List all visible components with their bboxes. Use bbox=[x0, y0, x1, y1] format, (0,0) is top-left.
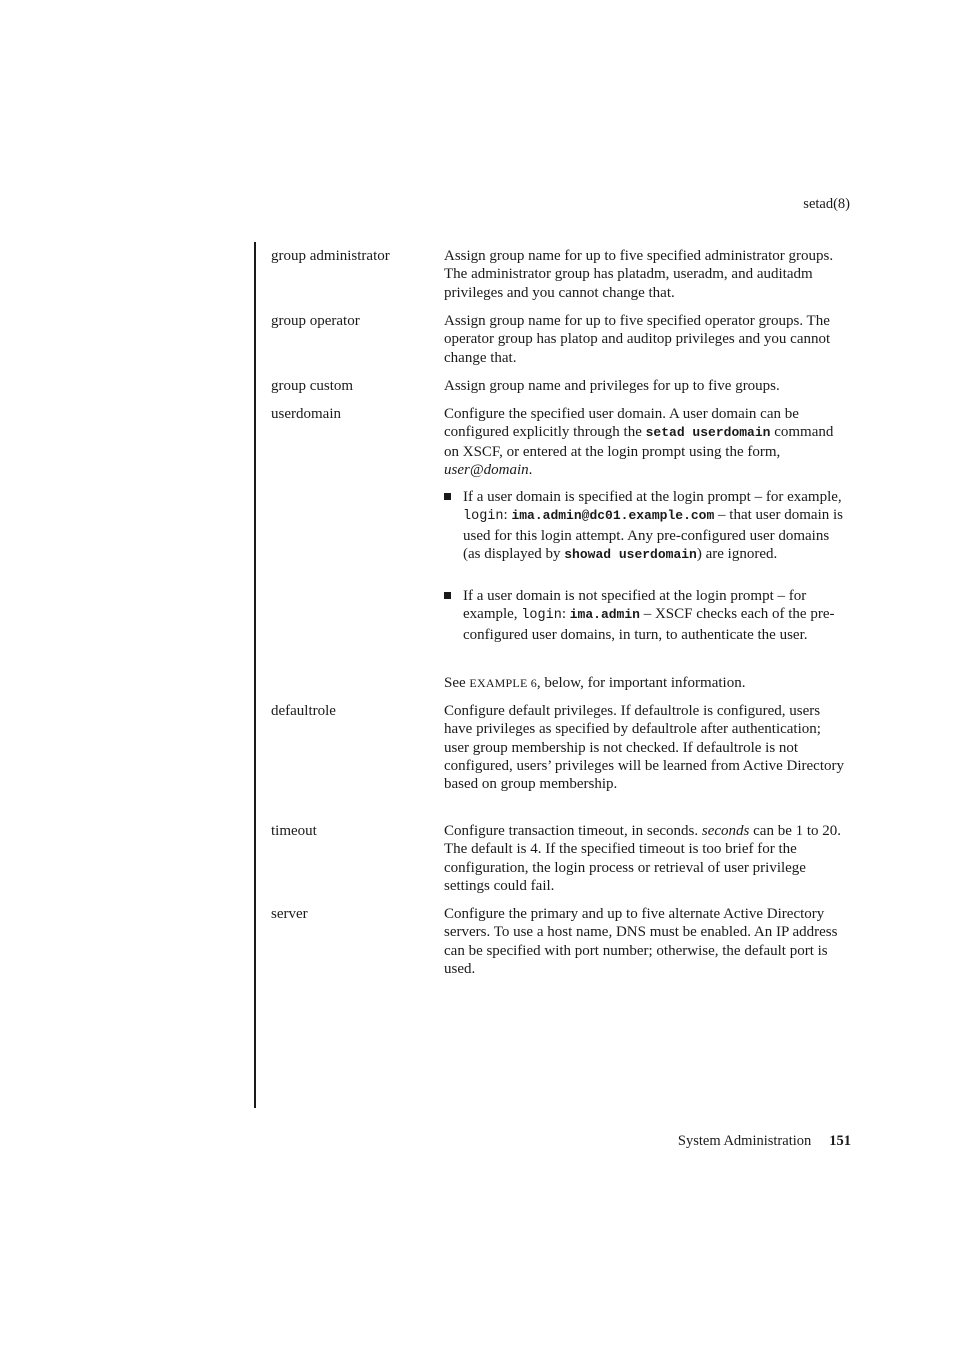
list-item: If a user domain is specified at the login prompt – for example, login: ima.admin@dc01.example.com – that user domain is used for this login attempt. Any pre-configured user domains (as displayed by showad userdomain) are ignored. bbox=[444, 488, 844, 564]
option-term: userdomain bbox=[271, 406, 341, 422]
example-input: ima.admin@dc01.example.com bbox=[511, 508, 715, 524]
option-term: group custom bbox=[271, 378, 354, 394]
option-term: timeout bbox=[271, 823, 317, 839]
option-term: defaultrole bbox=[271, 703, 336, 719]
option-term: group administrator bbox=[271, 248, 390, 264]
page-footer bbox=[678, 1132, 851, 1150]
list-item: If a user domain is not specified at the login prompt – for example, login: ima.admin – XSCF checks each of the pre-configured user domains, in turn, to authenticate the user. bbox=[444, 587, 844, 644]
command-text: showad userdomain bbox=[564, 546, 697, 562]
option-description: Configure transaction timeout, in seconds. seconds can be 1 to 20. The default is 4. If the specified timeout is too brief for the configuration, the login process or retrieval of user privilege settings could fail. bbox=[444, 823, 842, 894]
command-text: setad userdomain bbox=[645, 425, 771, 441]
square-bullet-icon bbox=[444, 493, 451, 500]
running-header: setad(8) bbox=[803, 196, 850, 212]
option-description: Configure the specified user domain. A user domain can be configured explicitly through the setad userdomain command on XSCF, or entered at the login prompt using the form, user@domain. bbox=[444, 406, 834, 478]
footer-section-title: System Administration bbox=[677, 1133, 812, 1149]
option-term: group operator bbox=[271, 313, 360, 329]
option-description: Configure default privileges. If defaultrole is configured, users have privileges as specified by defaultrole after authentication; user group membership is not checked. If defaultrole is not configured, users’ privileges will be learned from Active Directory based on group membership. bbox=[444, 703, 844, 793]
option-description: Configure the primary and up to five alternate Active Directory servers. To use a host name, DNS must be enabled. An IP address can be specified with port number; otherwise, the default port is used. bbox=[444, 906, 838, 977]
change-bar bbox=[254, 242, 256, 1108]
parameter-name: seconds bbox=[701, 823, 750, 839]
option-term: server bbox=[271, 906, 308, 922]
prompt-text: login bbox=[521, 608, 562, 624]
form-placeholder: user@domain bbox=[444, 461, 529, 478]
option-description: Assign group name for up to five specified administrator groups. The administrator group has platadm, useradm, and auditadm privileges and you cannot change that. bbox=[444, 248, 834, 301]
see-also-note: See EXAMPLE 6, below, for important information. bbox=[444, 675, 746, 691]
option-description: Assign group name for up to five specified operator groups. The operator group has platop and auditop privileges and you cannot change that. bbox=[444, 313, 831, 366]
square-bullet-icon bbox=[444, 592, 451, 599]
prompt-text: login bbox=[463, 509, 504, 525]
option-description: Assign group name and privileges for up to five groups. bbox=[444, 378, 780, 394]
page-number: 151 bbox=[829, 1133, 851, 1149]
example-reference: EXAMPLE 6 bbox=[469, 676, 537, 690]
example-input: ima.admin bbox=[569, 607, 640, 623]
